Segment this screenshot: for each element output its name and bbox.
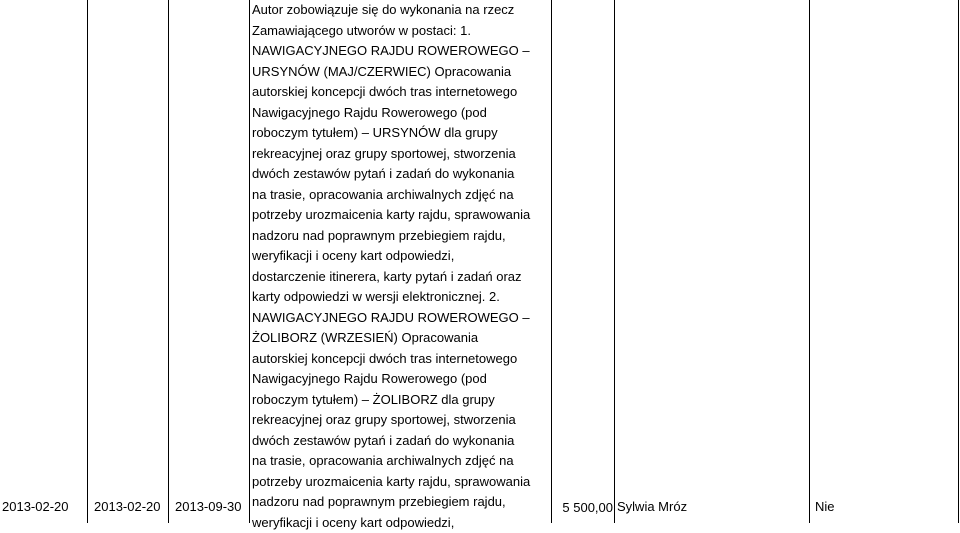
description-line: Autor zobowiązuje się do wykonania na rzecz — [252, 0, 548, 21]
description-line: dwóch zestawów pytań i zadań do wykonania — [252, 431, 548, 452]
date-end-cell: 2013-09-30 — [175, 497, 242, 517]
column-divider — [809, 0, 810, 523]
description-line: NAWIGACYJNEGO RAJDU ROWEROWEGO – — [252, 41, 548, 62]
description-line: Nawigacyjnego Rajdu Rowerowego (pod — [252, 369, 548, 390]
date-signed-cell: 2013-02-20 — [2, 497, 69, 517]
amount-cell: 5 500,00 — [552, 498, 613, 518]
description-line: dwóch zestawów pytań i zadań do wykonania — [252, 164, 548, 185]
description-line: autorskiej koncepcji dwóch tras internetowego — [252, 349, 548, 370]
description-line: potrzeby urozmaicenia karty rajdu, sprawowania — [252, 472, 548, 493]
description-line: potrzeby urozmaicenia karty rajdu, sprawowania — [252, 205, 548, 226]
description-line: roboczym tytułem) – URSYNÓW dla grupy — [252, 123, 548, 144]
column-divider — [168, 0, 169, 523]
description-line: URSYNÓW (MAJ/CZERWIEC) Opracowania — [252, 62, 548, 83]
description-line: rekreacyjnej oraz grupy sportowej, stworzenia — [252, 410, 548, 431]
person-cell: Sylwia Mróz — [617, 497, 687, 517]
description-line: rekreacyjnej oraz grupy sportowej, stworzenia — [252, 144, 548, 165]
contract-description-cell — [252, 0, 548, 533]
description-line: roboczym tytułem) – ŻOLIBORZ dla grupy — [252, 390, 548, 411]
description-line: na trasie, opracowania archiwalnych zdjęć na — [252, 451, 548, 472]
description-line: autorskiej koncepcji dwóch tras internetowego — [252, 82, 548, 103]
description-line: karty odpowiedzi w wersji elektronicznej. 2. — [252, 287, 548, 308]
description-line: NAWIGACYJNEGO RAJDU ROWEROWEGO – — [252, 308, 548, 329]
description-line: weryfikacji i oceny kart odpowiedzi, — [252, 513, 548, 533]
date-start-cell: 2013-02-20 — [94, 497, 161, 517]
column-divider — [614, 0, 615, 523]
description-line: ŻOLIBORZ (WRZESIEŃ) Opracowania — [252, 328, 548, 349]
description-line: nadzoru nad poprawnym przebiegiem rajdu, — [252, 226, 548, 247]
column-divider — [87, 0, 88, 523]
description-line: Nawigacyjnego Rajdu Rowerowego (pod — [252, 103, 548, 124]
description-line: Zamawiającego utworów w postaci: 1. — [252, 21, 548, 42]
description-line: weryfikacji i oceny kart odpowiedzi, — [252, 246, 548, 267]
flag-cell: Nie — [815, 497, 835, 517]
column-divider — [958, 0, 959, 523]
column-divider — [551, 0, 552, 523]
description-line: dostarczenie itinerera, karty pytań i zadań oraz — [252, 267, 548, 288]
description-line: na trasie, opracowania archiwalnych zdjęć na — [252, 185, 548, 206]
description-line: nadzoru nad poprawnym przebiegiem rajdu, — [252, 492, 548, 513]
column-divider — [249, 0, 250, 523]
